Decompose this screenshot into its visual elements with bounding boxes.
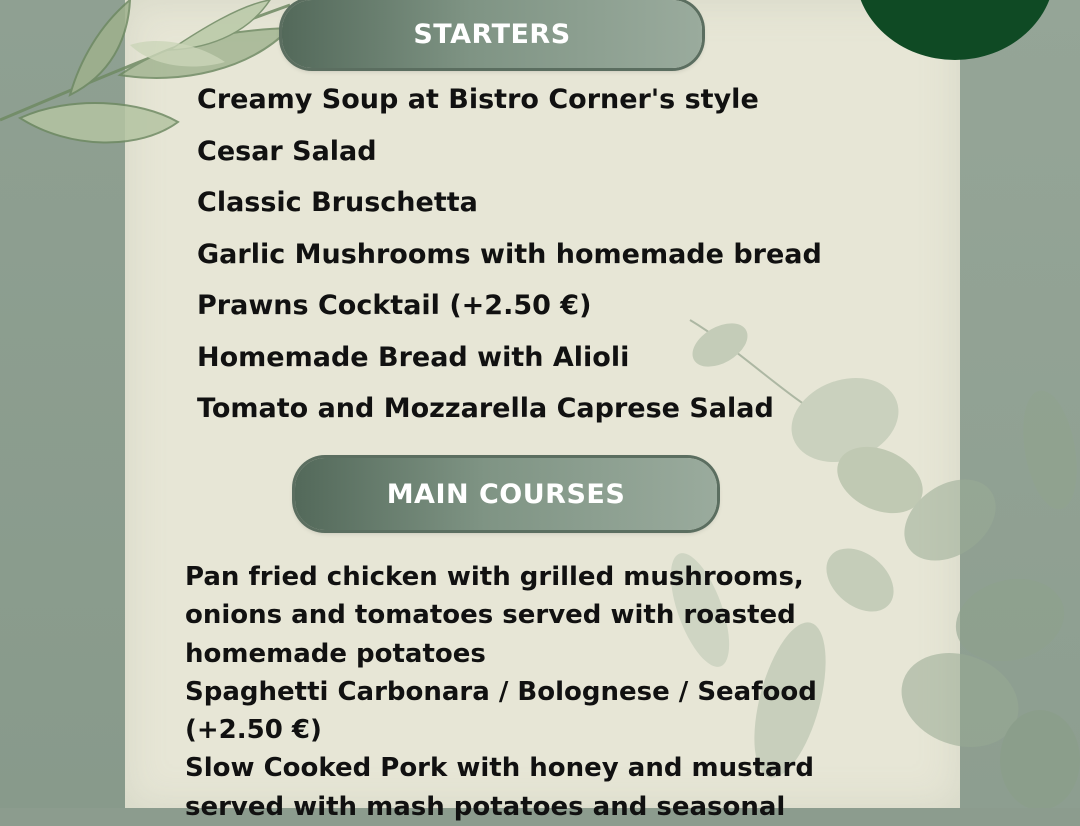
list-item: Homemade Bread with Alioli	[197, 341, 630, 373]
list-item: Garlic Mushrooms with homemade bread	[197, 238, 822, 270]
list-item: Prawns Cocktail (+2.50 €)	[197, 290, 592, 321]
starters-list	[197, 78, 822, 439]
list-item: Creamy Soup at Bistro Corner's style	[197, 84, 759, 115]
list-item: Classic Bruschetta	[197, 187, 478, 218]
list-item: Tomato and Mozzarella Caprese Salad	[197, 393, 774, 424]
starters-header	[282, 0, 702, 68]
list-item: Slow Cooked Pork with honey and mustard served with mash potatoes and seasonal	[185, 753, 814, 822]
list-item: Cesar Salad	[197, 135, 377, 167]
list-item: Spaghetti Carbonara / Bolognese / Seafood (+2.50 €)	[185, 676, 817, 746]
main-courses-title: MAIN COURSES	[386, 478, 626, 510]
main-courses-header	[295, 458, 717, 530]
main-courses-list	[185, 558, 885, 826]
list-item: Pan fried chicken with grilled mushrooms, onions and tomatoes served with roasted homemade potatoes	[185, 562, 804, 669]
starters-title: STARTERS	[413, 18, 571, 50]
